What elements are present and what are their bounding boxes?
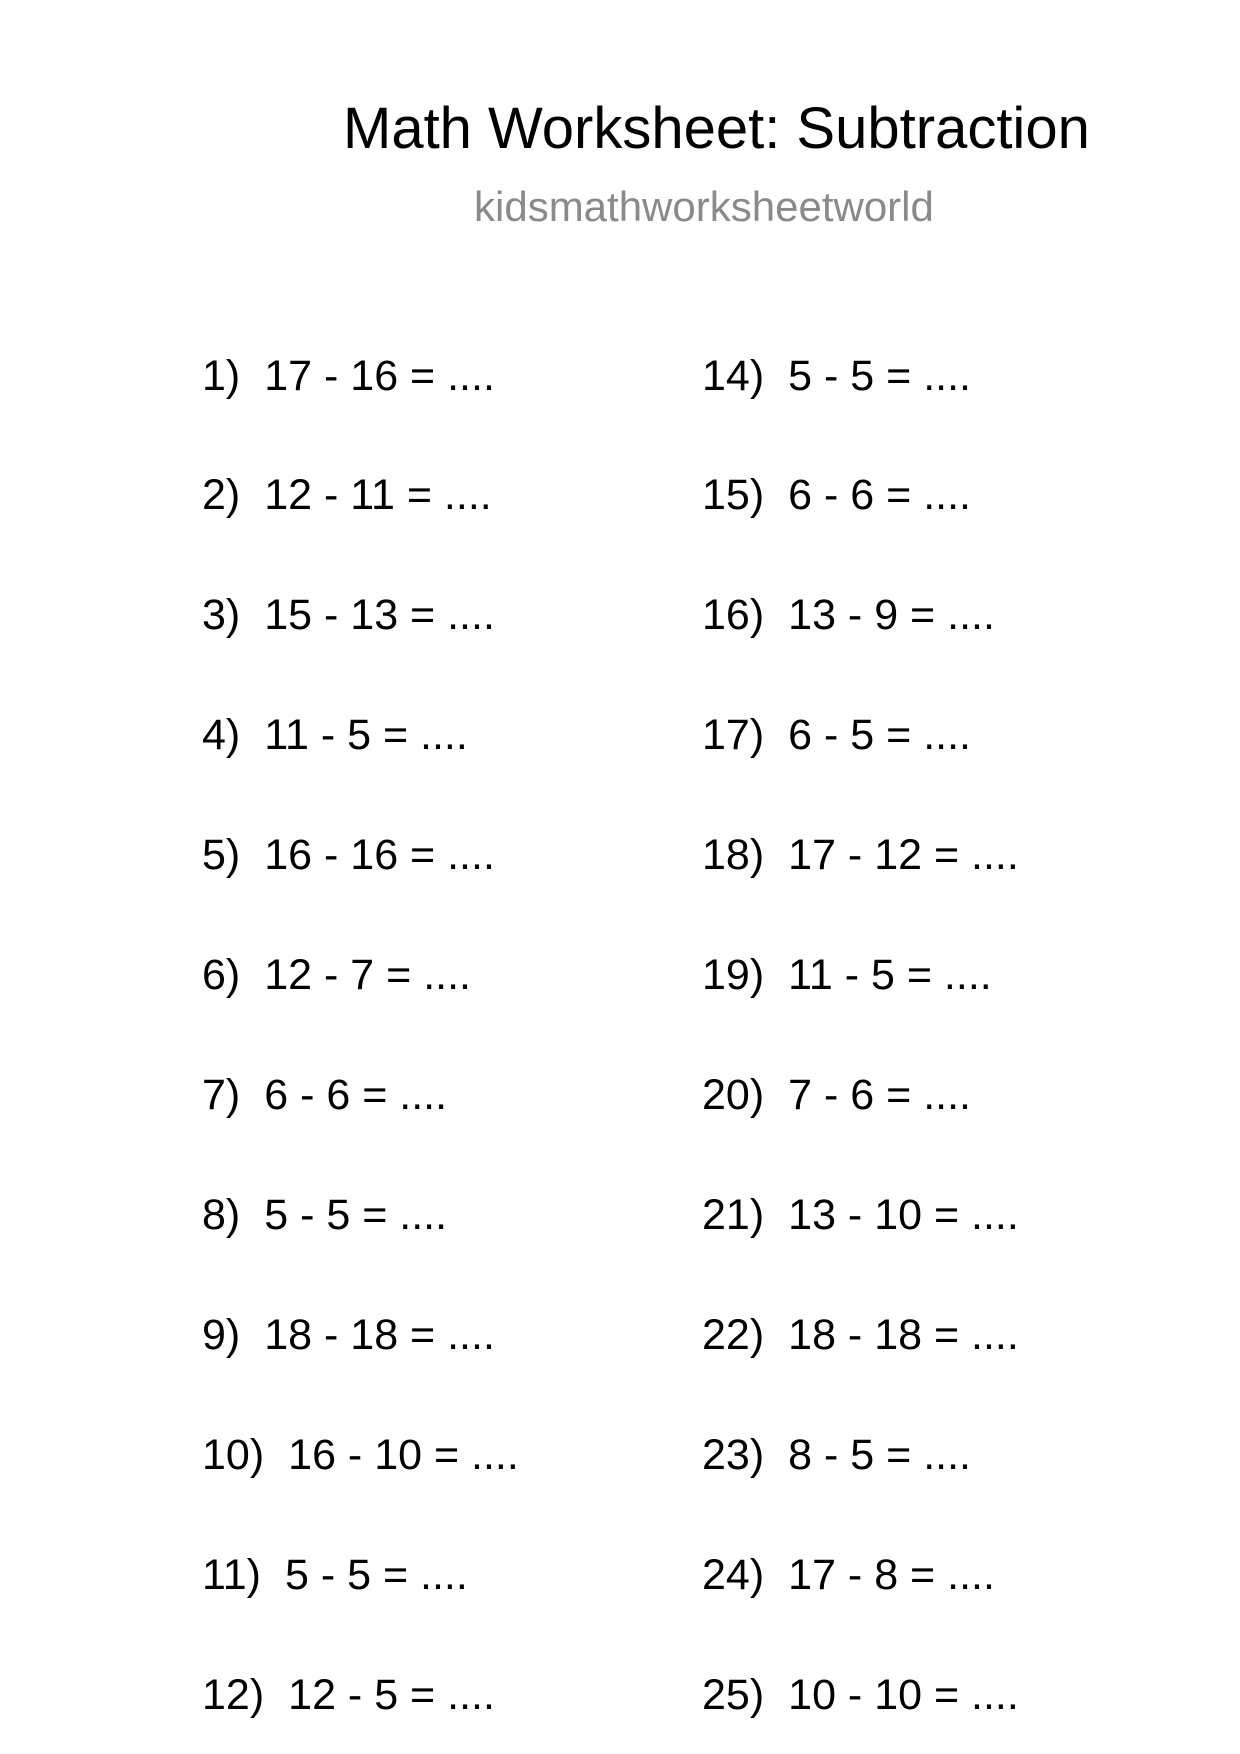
problem-item [202,831,495,879]
problem-expression: 10 - 10 = .... [788,1671,1019,1719]
problem-expression: 18 - 18 = .... [264,1311,495,1359]
problem-number: 21) [702,1191,765,1239]
problem-expression: 5 - 5 = .... [284,1551,468,1599]
problem-expression: 7 - 6 = .... [788,1071,971,1119]
problem-expression: 13 - 9 = .... [788,591,995,639]
problem-item [702,831,1019,879]
problem-number: 10) [202,1431,265,1479]
problem-expression: 8 - 5 = .... [788,1431,971,1479]
problem-item [702,711,971,759]
problem-item [702,1551,995,1599]
problem-expression: 12 - 5 = .... [288,1671,495,1719]
problem-expression: 11 - 5 = .... [788,951,992,999]
problem-number: 18) [702,831,765,879]
problem-expression: 13 - 10 = .... [788,1191,1019,1239]
problem-number: 4) [202,711,241,759]
problem-number: 8) [202,1191,241,1239]
problem-item [202,1551,468,1599]
problem-number: 17) [702,711,765,759]
problem-item [702,1431,971,1479]
problem-expression: 16 - 10 = .... [288,1431,519,1479]
problem-number: 6) [202,951,241,999]
problem-item [202,711,468,759]
problem-number: 7) [202,1071,241,1119]
problem-number: 25) [702,1671,765,1719]
problem-item [202,1191,448,1239]
problem-item [202,1431,519,1479]
problem-item [202,471,492,519]
problem-number: 11) [202,1551,261,1599]
problem-expression: 16 - 16 = .... [264,831,495,879]
worksheet-subtitle: kidsmathworksheetworld [474,183,934,230]
problem-expression: 17 - 8 = .... [788,1551,995,1599]
problem-expression: 6 - 5 = .... [788,711,971,759]
problem-expression: 17 - 12 = .... [788,831,1019,879]
problem-number: 3) [202,591,241,639]
problem-expression: 12 - 11 = .... [264,471,492,519]
problem-number: 12) [202,1671,265,1719]
problem-expression: 5 - 5 = .... [788,352,971,400]
problem-number: 16) [702,591,765,639]
problem-item [702,591,995,639]
problem-item [702,352,971,400]
problem-expression: 6 - 6 = .... [788,471,971,519]
problem-expression: 17 - 16 = .... [264,352,495,400]
problem-number: 2) [202,471,241,519]
problem-item [202,1671,495,1719]
problem-item [202,951,471,999]
problem-expression: 12 - 7 = .... [264,951,471,999]
problem-item [702,1191,1019,1239]
problem-expression: 6 - 6 = .... [264,1071,448,1119]
problem-item [702,951,992,999]
problem-number: 1) [202,352,241,400]
problem-number: 9) [202,1311,241,1359]
worksheet-title: Math Worksheet: Subtraction [343,96,1090,161]
problem-item [702,1071,971,1119]
problem-item [202,352,495,400]
problem-number: 15) [702,471,765,519]
problem-item [702,1671,1019,1719]
problem-number: 24) [702,1551,765,1599]
problem-number: 20) [702,1071,765,1119]
problem-item [202,1071,448,1119]
problem-number: 5) [202,831,241,879]
problem-number: 19) [702,951,765,999]
problem-item [202,591,495,639]
problem-expression: 11 - 5 = .... [264,711,468,759]
problem-item [202,1311,495,1359]
problem-number: 22) [702,1311,765,1359]
problem-number: 14) [702,352,765,400]
problem-expression: 15 - 13 = .... [264,591,495,639]
problem-expression: 5 - 5 = .... [264,1191,448,1239]
problem-number: 23) [702,1431,765,1479]
problem-item [702,471,971,519]
problem-item [702,1311,1019,1359]
problem-expression: 18 - 18 = .... [788,1311,1019,1359]
